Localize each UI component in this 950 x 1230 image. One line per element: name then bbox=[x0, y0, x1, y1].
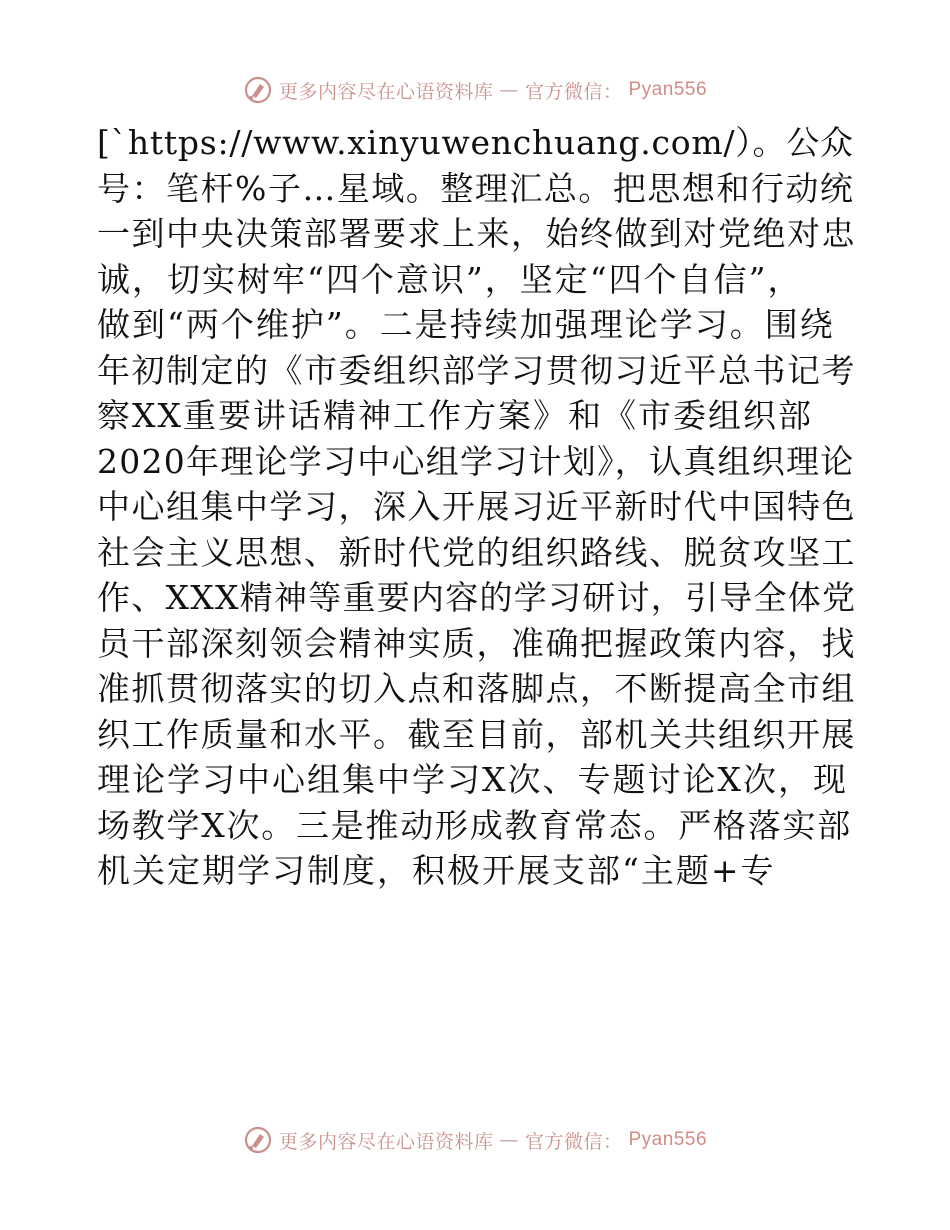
text-line: 员干部深刻领会精神实质，准确把握政策内容，找 bbox=[97, 623, 856, 663]
document-body-text bbox=[97, 120, 857, 894]
text-line: 一到中央决策部署要求上来，始终做到对党绝对忠 bbox=[97, 214, 856, 253]
watermark-site-text: 更多内容尽在心语资料库 bbox=[278, 1130, 494, 1153]
watermark-handle: Pyan556 bbox=[628, 79, 708, 100]
watermark-separator: — bbox=[499, 1129, 519, 1151]
pen-nib-circle-icon bbox=[243, 75, 273, 105]
text-line: [`https://www.xinyuwenchuang.com/）。公众 bbox=[97, 123, 854, 162]
watermark-official-label: 官方微信： bbox=[524, 1130, 623, 1153]
text-line: 理论学习中心组集中学习X次、专题讨论X次，现 bbox=[97, 760, 848, 799]
text-line: 作、XXX精神等重要内容的学习研讨，引导全体党 bbox=[97, 578, 857, 617]
header-watermark bbox=[0, 70, 950, 110]
pen-nib-circle-icon bbox=[243, 1125, 273, 1155]
text-line: 号：笔杆%子…星域。整理汇总。把思想和行动统 bbox=[97, 168, 855, 208]
text-line: 织工作质量和水平。截至目前，部机关共组织开展 bbox=[97, 714, 856, 754]
watermark-site-text: 更多内容尽在心语资料库 bbox=[278, 80, 494, 103]
watermark-official-label: 官方微信： bbox=[524, 80, 623, 103]
text-line: 察XX重要讲话精神工作方案》和《市委组织部 bbox=[97, 396, 813, 435]
text-line: 场教学X次。三是推动形成教育常态。严格落实部 bbox=[97, 805, 852, 845]
watermark-handle: Pyan556 bbox=[628, 1129, 708, 1150]
text-line: 准抓贯彻落实的切入点和落脚点，不断提高全市组 bbox=[97, 669, 856, 708]
watermark-separator: — bbox=[499, 79, 519, 101]
text-line: 机关定期学习制度，积极开展支部“主题+专 bbox=[97, 851, 776, 890]
text-line: 社会主义思想、新时代党的组织路线、脱贫攻坚工 bbox=[97, 532, 856, 572]
text-line: 诚，切实树牢“四个意识”，坚定“四个自信”， bbox=[97, 259, 803, 299]
text-line: 做到“两个维护”。二是持续加强理论学习。围绕 bbox=[97, 305, 835, 344]
text-line: 年初制定的《市委组织部学习贯彻习近平总书记考 bbox=[97, 350, 856, 390]
footer-watermark bbox=[0, 1120, 950, 1160]
text-line: 2020年理论学习中心组学习计划》，认真组织理论 bbox=[97, 441, 855, 481]
text-line: 中心组集中学习，深入开展习近平新时代中国特色 bbox=[97, 487, 856, 526]
